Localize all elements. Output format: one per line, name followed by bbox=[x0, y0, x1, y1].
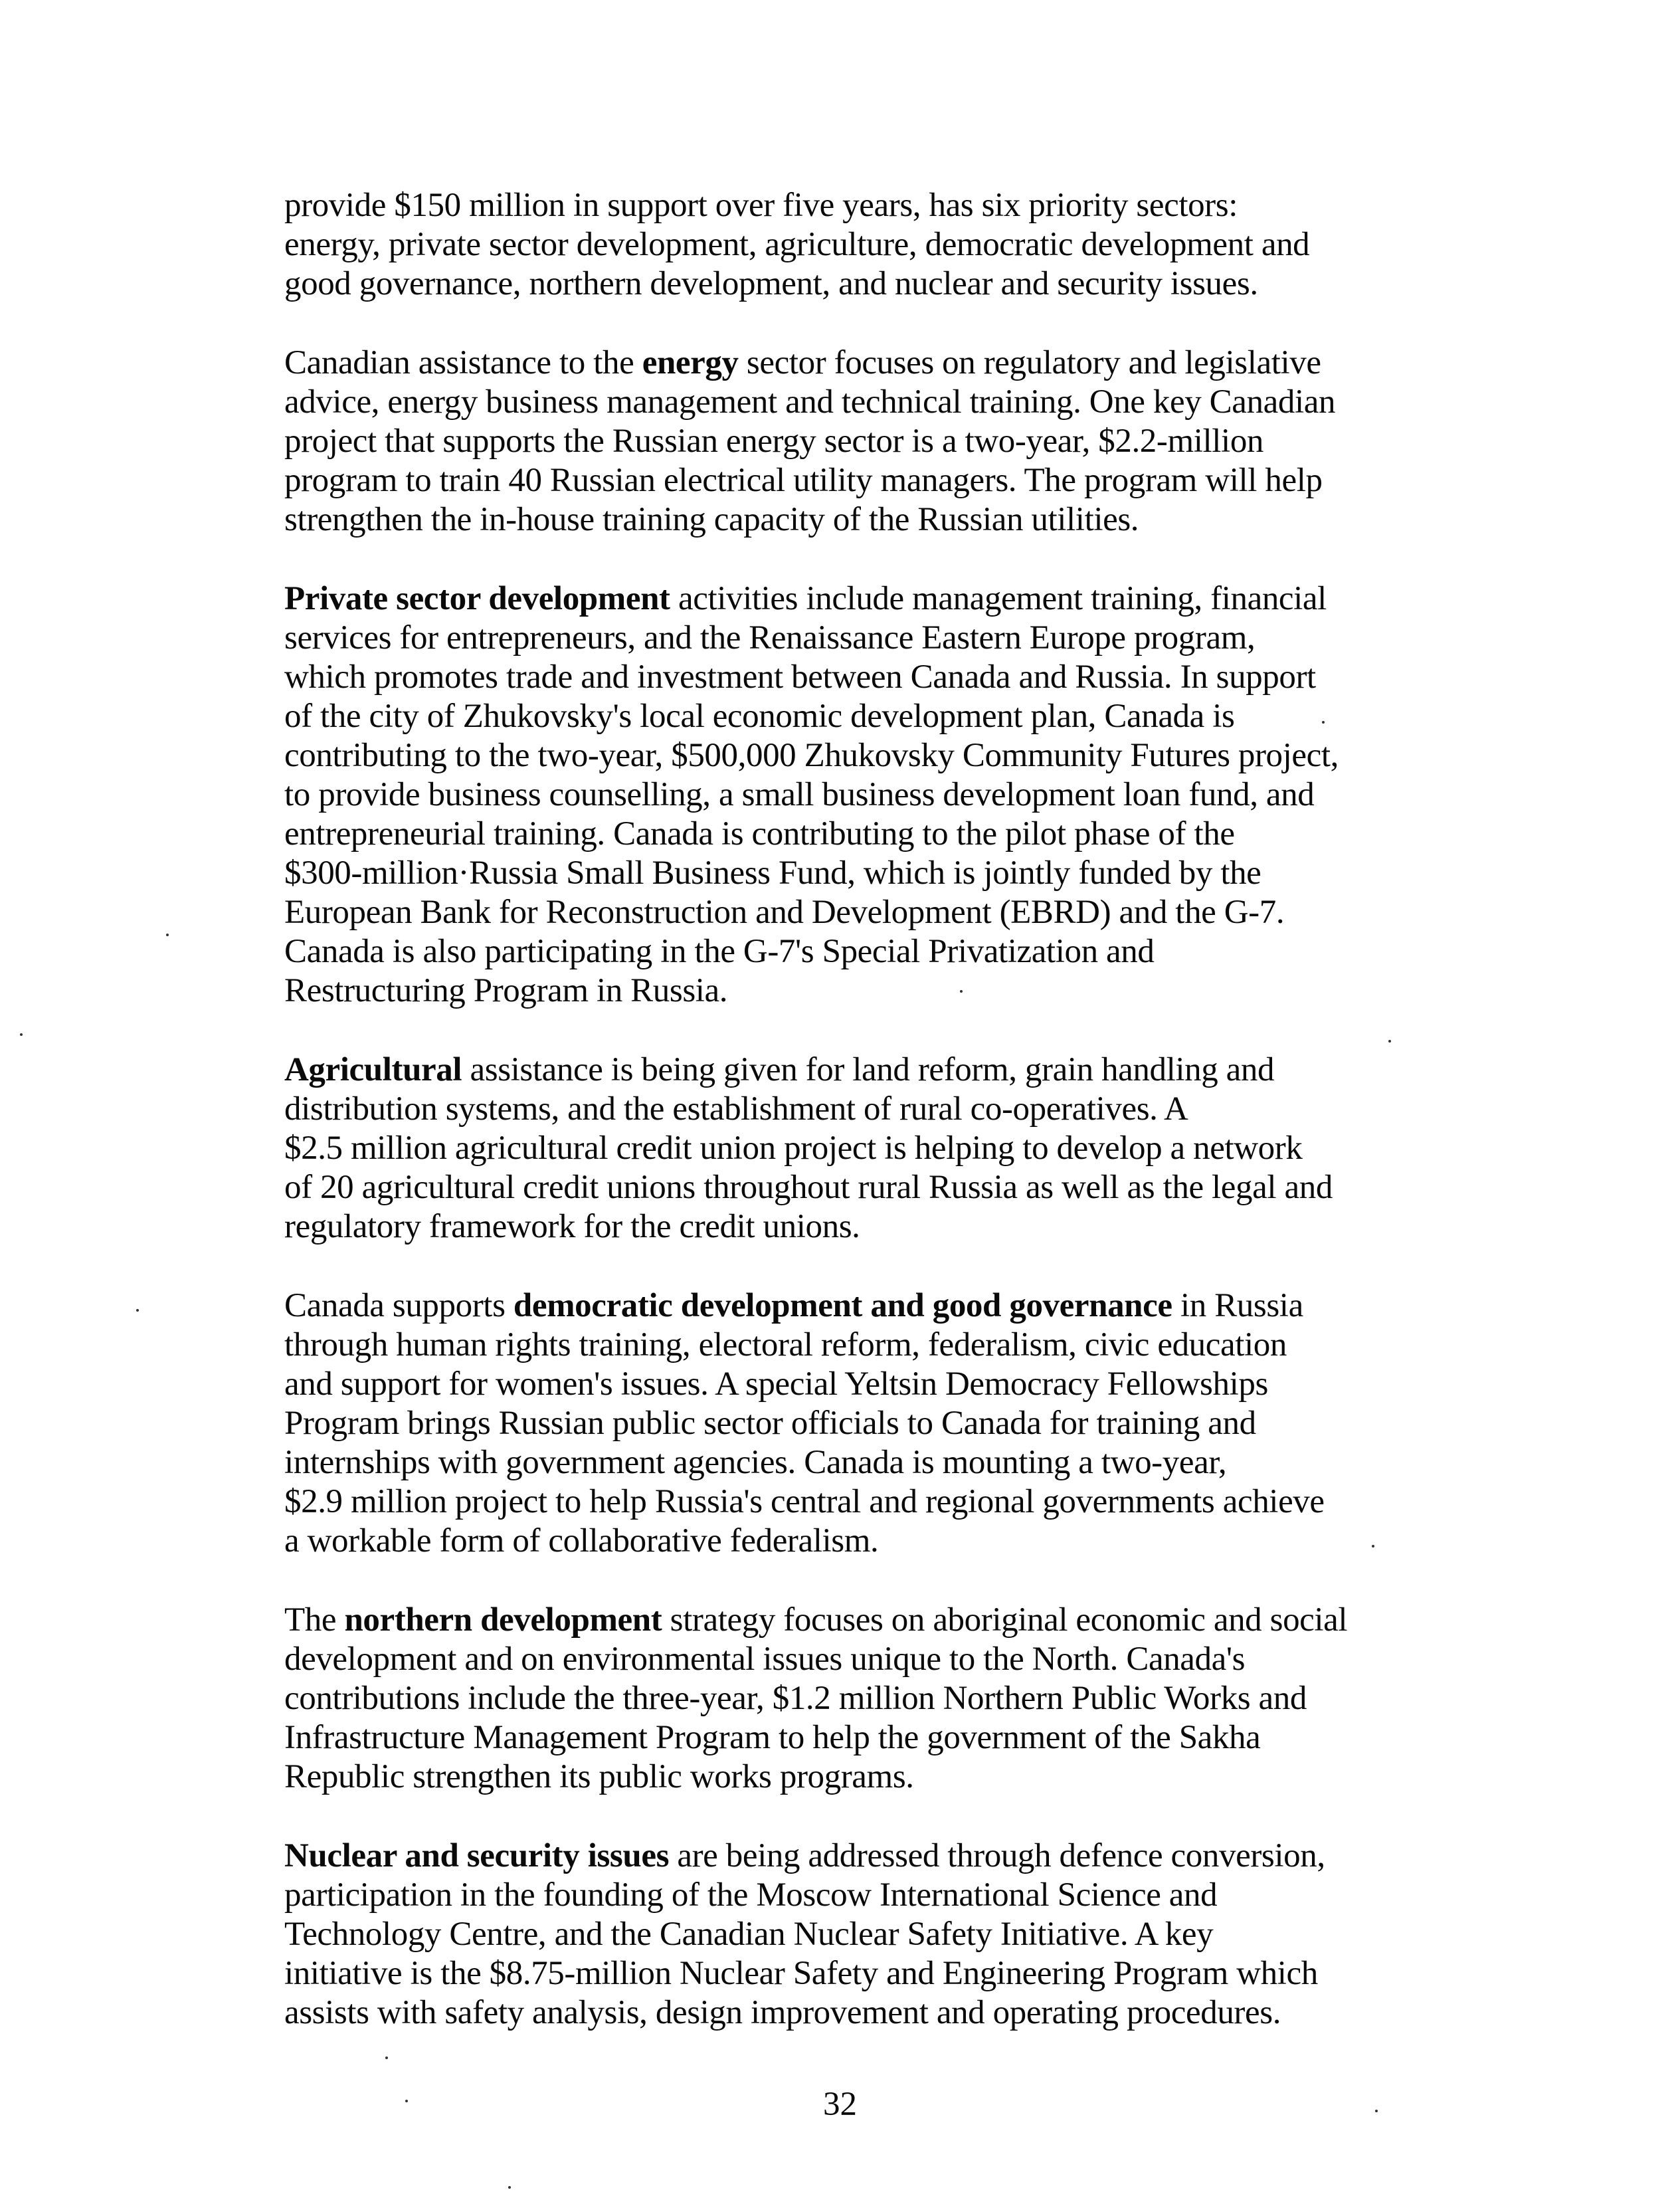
paragraph-nuclear-security bbox=[284, 1837, 1414, 2033]
bold-term-northern-development: northern development bbox=[344, 1601, 662, 1639]
bold-term-agricultural: Agricultural bbox=[284, 1051, 462, 1088]
scan-speck bbox=[1388, 1040, 1391, 1043]
paragraph-private-sector bbox=[284, 579, 1414, 1011]
text-run: in Russia through human rights training, electoral reform, federalism, civic education and support for women's issues. A special Yeltsin Democracy Fellowships Program brings Russian public sector officials to Canada for training and internships with government agencies. Canada is mounting a two-year, $2.9 million project to help Russia's central and regional governments achieve a workable form of collaborative federalism. bbox=[284, 1287, 1325, 1559]
page-number: 32 bbox=[823, 2086, 857, 2123]
paragraph-sectors-intro bbox=[284, 186, 1414, 304]
bold-term-nuclear-security: Nuclear and security issues bbox=[284, 1837, 670, 1874]
scan-speck bbox=[1375, 2110, 1378, 2112]
text-run: provide $150 million in support over five years, has six priority sectors: energy, private sector development, agriculture, democratic development and good governance, northern development, and nuclear and security issues. bbox=[284, 187, 1310, 302]
text-run: strategy focuses on aboriginal economic and social development and on environmental issues unique to the North. Canada's contributions include the three-year, $1.2 million Northern Public Works and Infrastructure Management Program to help the government of the Sakha Republic strengthen its public works programs. bbox=[284, 1601, 1348, 1795]
body-text bbox=[284, 186, 1414, 2072]
text-run: Canada supports bbox=[284, 1287, 513, 1324]
text-run: The bbox=[284, 1601, 345, 1639]
paragraph-northern-development bbox=[284, 1601, 1414, 1797]
bold-term-democratic-development: democratic development and good governance bbox=[513, 1287, 1172, 1324]
bold-term-energy: energy bbox=[642, 344, 739, 381]
text-run: Canadian assistance to the bbox=[284, 344, 642, 381]
paragraph-democratic-development bbox=[284, 1286, 1414, 1561]
bold-term-private-sector: Private sector development bbox=[284, 580, 670, 617]
text-run: assistance is being given for land reform, grain handling and distribution systems, and the establishment of rural co-operatives. A $2.5 million agricultural credit union project is helping to develop a network of 20 agricultural credit unions throughout rural Russia as well as the legal and regulatory framework for the credit unions. bbox=[284, 1051, 1333, 1245]
scan-speck bbox=[508, 2186, 511, 2189]
scan-speck bbox=[1372, 1545, 1374, 1548]
text-run: sector focuses on regulatory and legislative advice, energy business management and technical training. One key Canadian project that supports the Russian energy sector is a two-year, $2.2-million program to train 40 Russian electrical utility managers. The program will help strengthen the in-house training capacity of the Russian utilities. bbox=[284, 344, 1336, 538]
text-run: are being addressed through defence conversion, participation in the founding of the Moscow International Science and Technology Centre, and the Canadian Nuclear Safety Initiative. A key initiative is the $8.75-million Nuclear Safety and Engineering Program which assists with safety analysis, design improvement and operating procedures. bbox=[284, 1837, 1325, 2031]
text-run: activities include management training, financial services for entrepreneurs, and the Renaissance Eastern Europe program, which promotes trade and investment between Canada and Russia. In support of the city of Zhukovsky's local economic development plan, Canada is contributing to the two-year, $500,000 Zhukovsky Community Futures project, to provide business counselling, a small business development loan fund, and entrepreneurial training. Canada is contributing to the pilot phase of the $300-million·Russia Small Business Fund, which is jointly funded by the European Bank for Reconstruction and Development (EBRD) and the G-7. Canada is also participating in the G-7's Special Privatization and Restructuring Program in Russia. bbox=[284, 580, 1339, 1009]
scan-speck bbox=[960, 990, 963, 993]
paragraph-agriculture bbox=[284, 1051, 1414, 1247]
scan-speck bbox=[136, 1309, 139, 1312]
scan-speck bbox=[1322, 721, 1325, 724]
scan-speck bbox=[385, 2056, 388, 2059]
paragraph-energy bbox=[284, 344, 1414, 540]
scan-speck bbox=[166, 934, 169, 936]
scan-speck bbox=[20, 1033, 23, 1036]
scan-speck bbox=[405, 2100, 408, 2102]
